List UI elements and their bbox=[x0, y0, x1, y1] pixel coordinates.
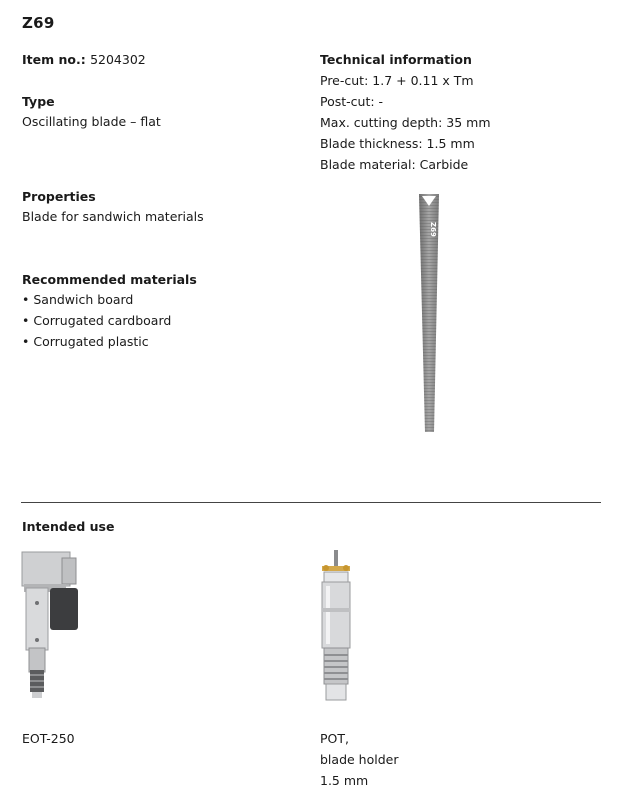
recommended-heading: Recommended materials bbox=[22, 272, 197, 287]
product-title: Z69 bbox=[22, 14, 55, 32]
tech-line: Max. cutting depth: 35 mm bbox=[320, 115, 491, 130]
technical-list bbox=[320, 70, 491, 175]
type-value: Oscillating blade – flat bbox=[22, 114, 161, 129]
pot-blade-holder-image bbox=[312, 546, 362, 706]
eot-250-caption bbox=[22, 728, 75, 749]
properties-value: Blade for sandwich materials bbox=[22, 209, 204, 224]
tech-line: Pre-cut: 1.7 + 0.11 x Tm bbox=[320, 73, 474, 88]
pot-caption bbox=[320, 728, 398, 791]
technical-heading: Technical information bbox=[320, 52, 472, 67]
intended-use-heading: Intended use bbox=[22, 519, 115, 534]
recommended-list bbox=[22, 289, 171, 352]
tool-caption-line: 1.5 mm bbox=[320, 773, 369, 788]
properties-heading: Properties bbox=[22, 189, 96, 204]
tool-caption-line: POT, bbox=[320, 731, 349, 746]
item-number-label: Item no.: bbox=[22, 52, 86, 67]
section-divider bbox=[21, 502, 601, 503]
list-item: • Sandwich board bbox=[22, 289, 171, 310]
type-heading: Type bbox=[22, 94, 55, 109]
tech-line: Blade thickness: 1.5 mm bbox=[320, 136, 475, 151]
list-item: • Corrugated cardboard bbox=[22, 310, 171, 331]
blade-engraving: Z69 bbox=[429, 222, 437, 237]
tool-caption-line: blade holder bbox=[320, 752, 399, 767]
item-number bbox=[22, 49, 146, 70]
tool-caption-line: EOT-250 bbox=[22, 731, 75, 746]
blade-image bbox=[410, 190, 450, 438]
tech-line: Post-cut: - bbox=[320, 94, 384, 109]
eot-250-image bbox=[18, 548, 88, 703]
list-item: • Corrugated plastic bbox=[22, 331, 171, 352]
item-number-value: 5204302 bbox=[90, 52, 146, 67]
tech-line: Blade material: Carbide bbox=[320, 157, 469, 172]
